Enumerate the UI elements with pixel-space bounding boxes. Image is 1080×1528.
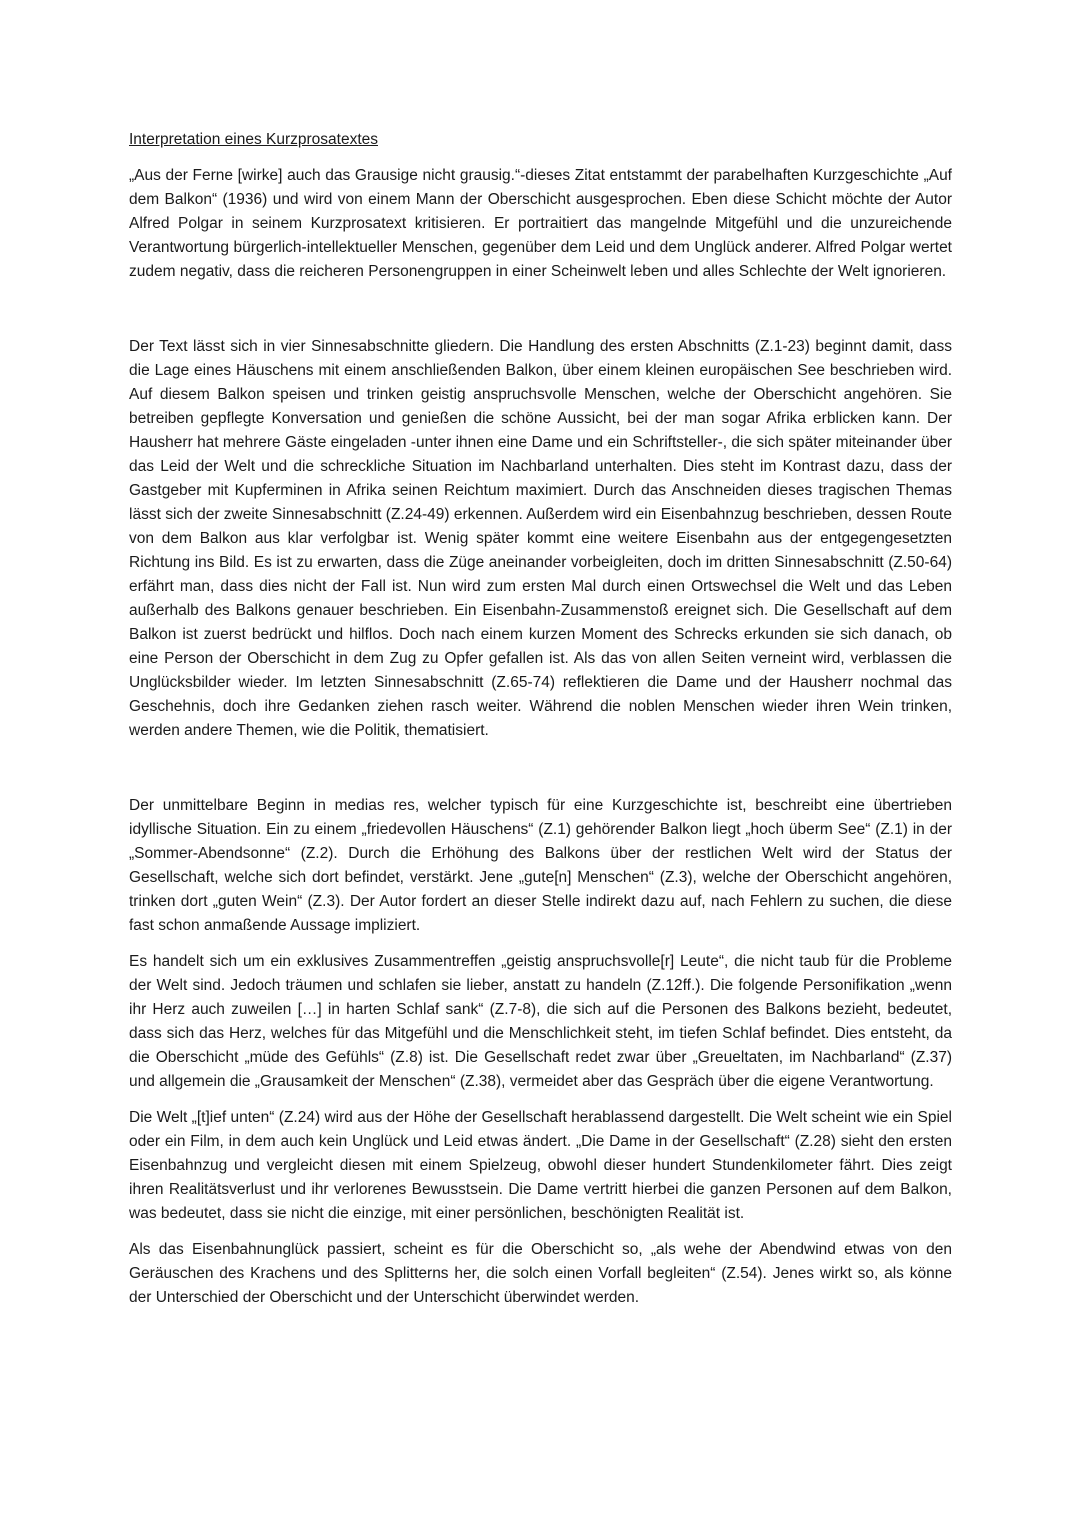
paragraph-analysis-world-view: Die Welt „[t]ief unten“ (Z.24) wird aus der Höhe der Gesellschaft herablassend dargestellt. Die Welt scheint wie ein Spiel oder ein Film, in dem auch kein Unglück und Leid etwas ändert. „Die Dame in der Gesellschaft“ (Z.28) sieht den ersten Eisenbahnzug und vergleicht diesen mit einem Spielzeug, obwohl dieser hundert Stundenkilometer fährt. Dies zeigt ihren Realitätsverlust und ihr verlorenes Bewusstsein. Die Dame vertritt hierbei die ganzen Personen auf dem Balkon, was bedeutet, dass sie nicht die einzige, mit einer persönlichen, beschönigten Realität ist. [129,1109,952,1222]
paragraph-introduction: „Aus der Ferne [wirke] auch das Grausige nicht grausig.“-dieses Zitat entstammt der parabelhaften Kurzgeschichte „Auf dem Balkon“ (1936) und wird von einem Mann der Oberschicht ausgesprochen. Eben diese Schicht möchte der Autor Alfred Polgar in seinem Kurzprosatext kritisieren. Er portraitiert das mangelnde Mitgefühl und die unzureichende Verantwortung bürgerlich-intellektueller Menschen, gegenüber dem Leid und dem Unglück anderer. Alfred Polgar wertet zudem negativ, dass die reicheren Personengruppen in einer Scheinwelt leben und alles Schlechte der Welt ignorieren. [129,167,952,280]
document-page [129,128,952,1322]
paragraph-analysis-opening: Der unmittelbare Beginn in medias res, welcher typisch für eine Kurzgeschichte ist, beschreibt eine übertrieben idyllische Situation. Ein zu einem „friedevollen Häuschens“ (Z.1) gehörender Balkon liegt „hoch überm See“ (Z.1) in der „Sommer-Abendsonne“ (Z.2). Durch die Erhöhung des Balkons über der restlichen Welt wird der Status der Gesellschaft, welche sich dort befindet, verstärkt. Jene „gute[n] Menschen“ (Z.3), welche der Oberschicht angehören, trinken dort „guten Wein“ (Z.3). Der Autor fordert an dieser Stelle indirekt dazu auf, nach Fehlern zu suchen, die diese fast schon anmaßende Aussage impliziert. [129,797,952,934]
paragraph-analysis-gathering: Es handelt sich um ein exklusives Zusammentreffen „geistig anspruchsvolle[r] Leute“, die nicht taub für die Probleme der Welt sind. Jedoch träumen und schlafen sie lieber, anstatt zu handeln (Z.12ff.). Die folgende Personifikation „wenn ihr Herz auch zuweilen […] in harten Schlaf sank“ (Z.7-8), die sich auf die Personen des Balkons bezieht, bedeutet, dass sich das Herz, welches für das Mitgefühl und die Menschlichkeit steht, im tiefen Schlaf befindet. Dies entsteht, da die Oberschicht „müde des Gefühls“ (Z.8) ist. Die Gesellschaft redet zwar über „Greueltaten, im Nachbarland“ (Z.37) und allgemein die „Grausamkeit der Menschen“ (Z.38), vermeidet aber das Gespräch über die eigene Verantwortung. [129,953,952,1090]
paragraph-structure: Der Text lässt sich in vier Sinnesabschnitte gliedern. Die Handlung des ersten Abschnitts (Z.1-23) beginnt damit, dass die Lage eines Häuschens mit einem anschließenden Balkon, über einem kleinen europäischen See beschrieben wird. Auf diesem Balkon speisen und trinken geistig anspruchsvolle Menschen, welche der Oberschicht angehören. Sie betreiben gepflegte Konversation und genießen die schöne Aussicht, bei der man sogar Afrika erblicken kann. Der Hausherr hat mehrere Gäste eingeladen -unter ihnen eine Dame und ein Schriftsteller-, die sich später miteinander über das Leid der Welt und die schreckliche Situation im Nachbarland unterhalten. Dies steht im Kontrast dazu, dass der Gastgeber mit Kupferminen in Afrika seinen Reichtum maximiert. Durch das Anschneiden dieses tragischen Themas lässt sich der zweite Sinnesabschnitt (Z.24-49) erkennen. Außerdem wird ein Eisenbahnzug beschrieben, dessen Route von dem Balkon aus klar verfolgbar ist. Wenig später kommt eine weitere Eisenbahn aus der entgegengesetzten Richtung ins Bild. Es ist zu erwarten, dass die Züge aneinander vorbeigleiten, doch im dritten Sinnesabschnitt (Z.50-64) erfährt man, dass dies nicht der Fall ist. Nun wird zum ersten Mal durch einen Ortswechsel die Welt und das Leben außerhalb des Balkons genauer beschrieben. Ein Eisenbahn-Zusammenstoß ereignet sich. Die Gesellschaft auf dem Balkon ist zuerst bedrückt und hilflos. Doch nach einem kurzen Moment des Schrecks erkunden sie sich danach, ob eine Person der Oberschicht in dem Zug zu Opfer gefallen ist. Als das von allen Seiten verneint wird, verblassen die Unglücksbilder wieder. Im letzten Sinnesabschnitt (Z.65-74) reflektieren die Dame und der Hausherr nochmal das Geschehnis, doch ihre Gedanken ziehen rasch weiter. Während die noblen Menschen wieder ihren Wein trinken, werden andere Themen, wie die Politik, thematisiert. [129,338,952,739]
document-title: Interpretation eines Kurzprosatextes [129,131,378,148]
paragraph-analysis-accident: Als das Eisenbahnunglück passiert, scheint es für die Oberschicht so, „als wehe der Abendwind etwas von den Geräuschen des Krachens und des Splitterns her, die solch einen Vorfall begleiten“ (Z.54). Jenes wirkt so, als könne der Unterschied der Oberschicht und der Unterschicht überwindet werden. [129,1241,952,1306]
